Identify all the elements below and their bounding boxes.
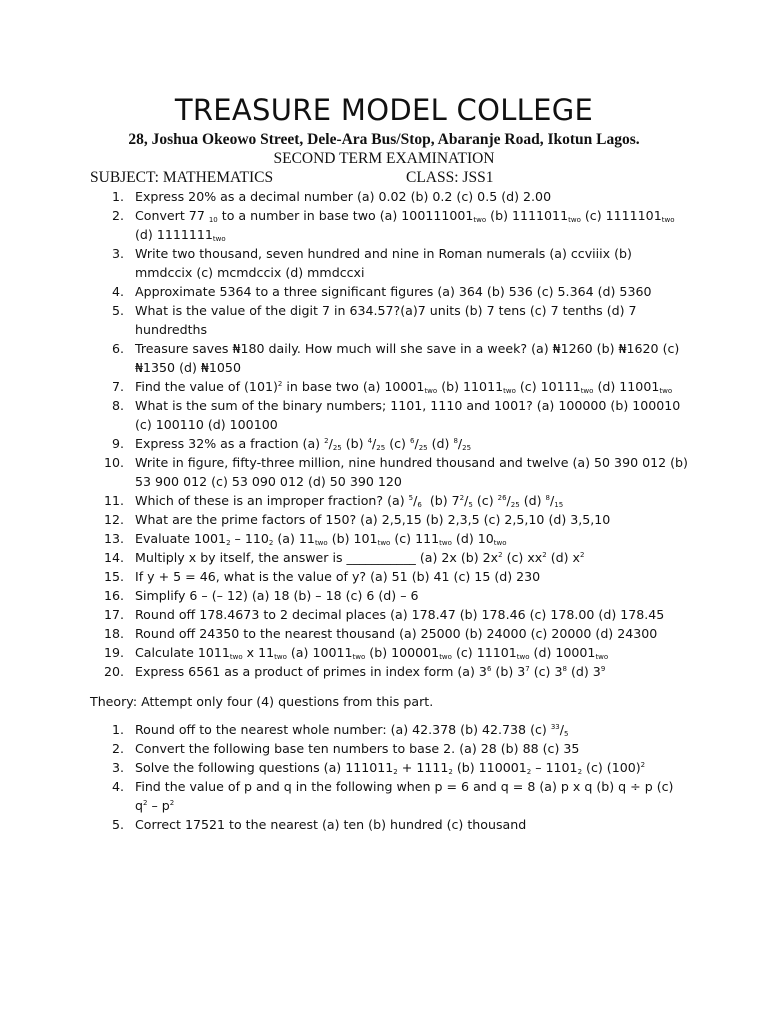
- objective-question-15: [90, 567, 688, 586]
- question-text: Treasure saves ₦180 daily. How much will she save in a week? (a) ₦1260 (b) ₦1620 (c) ₦1350 (d) ₦1050: [135, 341, 680, 375]
- question-number: 3.: [111, 760, 124, 775]
- question-text: Express 6561 as a product of primes in index form (a) $3^6$ (b) $3^7$ (c) $3^8$ (d) $3^9$: [135, 664, 606, 679]
- question-text: Write two thousand, seven hundred and nine in Roman numerals (a) ccviiix (b) mmdccix (c) mcmdccix (d) mmdccxi: [135, 246, 632, 280]
- objective-question-4: [90, 282, 688, 301]
- question-number: 2.: [111, 741, 124, 756]
- theory-question-list: [90, 720, 688, 834]
- question-number: 17.: [103, 607, 124, 622]
- question-number: 8.: [111, 398, 124, 413]
- question-number: 5.: [111, 817, 124, 832]
- question-text: Correct 17521 to the nearest (a) ten (b) hundred (c) thousand: [135, 817, 527, 832]
- subject-label: SUBJECT: MATHEMATICS: [90, 169, 274, 186]
- objective-question-6: [90, 339, 688, 377]
- question-number: 20.: [103, 664, 124, 679]
- question-text: Express 32% as a fraction (a) $^2/_{25}$ (b) $^4/_{25}$ (c) $^6/_{25}$ (d) $^8/_{25}$: [135, 436, 472, 452]
- objective-question-17: [90, 605, 688, 624]
- question-text: What is the sum of the binary numbers; 1101, 1110 and 1001? (a) 100000 (b) 100010 (c) 100110 (d) 100100: [135, 398, 681, 432]
- question-text: Round off to the nearest whole number: (a) 42.378 (b) 42.738 (c) $^{33}/_5$: [135, 722, 569, 738]
- question-text: If y + 5 = 46, what is the value of y? (a) 51 (b) 41 (c) 15 (d) 230: [135, 569, 541, 584]
- exam-title: SECOND TERM EXAMINATION: [273, 150, 495, 167]
- question-number: 4.: [111, 284, 124, 299]
- question-text: Convert the following base ten numbers to base 2. (a) 28 (b) 88 (c) 35: [135, 741, 580, 756]
- objective-question-8: [90, 396, 688, 434]
- question-number: 18.: [103, 626, 124, 641]
- question-text: Round off 24350 to the nearest thousand (a) 25000 (b) 24000 (c) 20000 (d) 24300: [135, 626, 658, 641]
- objective-question-18: [90, 624, 688, 643]
- question-number: 16.: [103, 588, 124, 603]
- question-number: 13.: [103, 531, 124, 546]
- question-text: Evaluate $1001_2 - 110_2$ (a) $11_{two}$ (b) $101_{two}$ (c) $111_{two}$ (d) $10_{two}$: [135, 531, 507, 547]
- theory-question-1: [90, 720, 688, 739]
- question-number: 3.: [111, 246, 124, 261]
- question-number: 19.: [103, 645, 124, 660]
- objective-question-2: [90, 206, 688, 244]
- question-number: 7.: [111, 379, 124, 394]
- question-text: What are the prime factors of 150? (a) 2,5,15 (b) 2,3,5 (c) 2,5,10 (d) 3,5,10: [135, 512, 611, 527]
- question-text: Write in figure, fifty-three million, nine hundred thousand and twelve (a) 50 390 012 (b) 53 900 012 (c) 53 090 012 (d) 50 390 120: [135, 455, 688, 489]
- question-number: 1.: [111, 189, 124, 204]
- question-number: 5.: [111, 303, 124, 318]
- question-text: What is the value of the digit 7 in 634.57?(a)7 units (b) 7 tens (c) 7 tenths (d) 7 hundredths: [135, 303, 637, 337]
- question-number: 2.: [111, 208, 124, 223]
- question-number: 9.: [111, 436, 124, 451]
- objective-question-19: [90, 643, 688, 662]
- question-text: Which of these is an improper fraction? (a) $^5/_6$ (b) $7^2/_5$ (c) $^{26}/_{25}$ (d) $^8/_{15}$: [135, 493, 564, 509]
- question-text: Approximate 5364 to a three significant figures (a) 364 (b) 536 (c) 5.364 (d) 5360: [135, 284, 652, 299]
- objective-question-11: [90, 491, 688, 510]
- question-text: Simplify 6 – (– 12) (a) 18 (b) – 18 (c) 6 (d) – 6: [135, 588, 419, 603]
- objective-question-1: [90, 187, 688, 206]
- school-name: TREASURE MODEL COLLEGE: [174, 93, 594, 127]
- question-number: 4.: [111, 779, 124, 794]
- theory-question-4: [90, 777, 688, 815]
- question-number: 11.: [103, 493, 124, 508]
- question-text: Express 20% as a decimal number (a) 0.02 (b) 0.2 (c) 0.5 (d) 2.00: [135, 189, 552, 204]
- objective-question-20: [90, 662, 688, 681]
- question-number: 15.: [103, 569, 124, 584]
- question-text: Find the value of p and q in the following when p = 6 and q = 8 (a) p x q (b) q ÷ p (c) $q^2 - p^2$: [135, 779, 674, 813]
- question-number: 6.: [111, 341, 124, 356]
- question-number: 12.: [103, 512, 124, 527]
- question-text: Calculate $1011_{two}$ x $11_{two}$ (a) $10011_{two}$ (b) $100001_{two}$ (c) $11101_{two}$ (d) $10001_{two}$: [135, 645, 609, 661]
- objective-question-12: [90, 510, 688, 529]
- subject-class-row: [90, 168, 690, 188]
- objective-question-10: [90, 453, 688, 491]
- question-text: Solve the following questions (a) $111011_2 + 1111_2$ (b) $110001_2 - 1101_2$ (c) $(100)^2$: [135, 760, 646, 776]
- objective-question-list: [90, 187, 688, 681]
- objective-question-13: [90, 529, 688, 548]
- objective-question-7: [90, 377, 688, 396]
- objective-question-16: [90, 586, 688, 605]
- objective-question-14: [90, 548, 688, 567]
- question-number: 10.: [103, 455, 124, 470]
- objective-question-3: [90, 244, 688, 282]
- question-text: Round off 178.4673 to 2 decimal places (a) 178.47 (b) 178.46 (c) 178.00 (d) 178.45: [135, 607, 665, 622]
- question-text: Multiply x by itself, the answer is ___________ (a) 2x (b) $2x^2$ (c) $xx^2$ (d) $x^2$: [135, 550, 585, 565]
- theory-question-5: [90, 815, 688, 834]
- question-text: Convert 77 $_{10}$ to a number in base two (a) $100111001_{two}$ (b) $1111011_{two}$ (c) $1111101_{two}$ (d) $1111111_{two}$: [135, 208, 675, 243]
- objective-question-9: [90, 434, 688, 453]
- question-text: Find the value of $(101)^2$ in base two (a) $10001_{two}$ (b) $11011_{two}$ (c) $10111_{two}$ (d) $11001_{two}$: [135, 379, 673, 395]
- class-label: CLASS: JSS1: [406, 169, 494, 186]
- school-address: 28, Joshua Okeowo Street, Dele-Ara Bus/Stop, Abaranje Road, Ikotun Lagos.: [128, 131, 640, 148]
- question-number: 14.: [103, 550, 124, 565]
- theory-instructions: Theory: Attempt only four (4) questions from this part.: [90, 694, 434, 709]
- theory-question-2: [90, 739, 688, 758]
- objective-question-5: [90, 301, 688, 339]
- theory-question-3: [90, 758, 688, 777]
- question-number: 1.: [111, 722, 124, 737]
